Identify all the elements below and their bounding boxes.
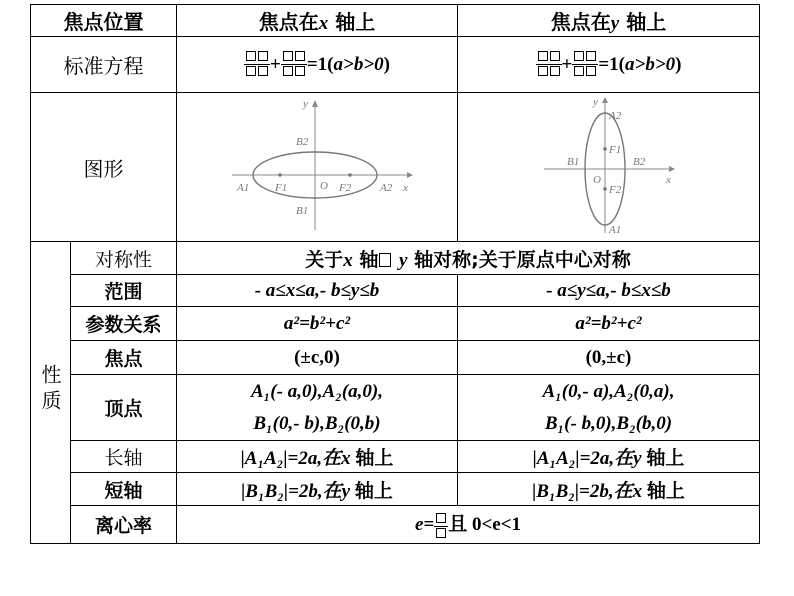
symmetry-pre: 关于 xyxy=(305,248,344,271)
eccentricity-prefix: e= xyxy=(414,514,435,536)
focus-on-y-text: 焦点在 xyxy=(550,10,611,34)
eccentricity-label: 离心率 xyxy=(71,506,177,544)
minor-axis-row xyxy=(31,473,760,506)
focus-point-f2 xyxy=(348,173,352,177)
range-label: 范围 xyxy=(71,275,177,307)
focus-on-x-header xyxy=(177,5,458,37)
x-major-axis-value xyxy=(177,441,458,473)
symmetry-post: 轴对称;关于原点中心对称 xyxy=(407,248,631,271)
x-arrow-icon xyxy=(407,172,413,178)
graph-label: 图形 xyxy=(31,93,177,242)
minor-axis-label: 短轴 xyxy=(71,473,177,506)
axis-suffix: 轴上 xyxy=(328,10,376,34)
x-range-value: - a≤x≤a,- b≤y≤b xyxy=(177,275,458,307)
standard-equation-label: 标准方程 xyxy=(31,37,177,93)
y-standard-equation xyxy=(458,37,760,93)
y-axis-label: y xyxy=(303,97,308,110)
x-focus-ellipse-graph xyxy=(177,93,458,242)
origin-label: O xyxy=(320,179,328,192)
eccentricity-value xyxy=(177,506,760,544)
eccentricity-suffix: 且 0<e<1 xyxy=(448,514,522,536)
axis-suffix: 轴上 xyxy=(350,480,393,502)
axis-var: y xyxy=(341,480,351,502)
axis-var: x xyxy=(632,480,643,502)
fraction-1 xyxy=(536,51,562,78)
y-minor-axis-value xyxy=(458,473,760,506)
axis-suffix: 轴上 xyxy=(619,10,667,34)
major-axis-label: 长轴 xyxy=(71,441,177,473)
equation-row xyxy=(31,37,760,93)
properties-label: 性质 xyxy=(38,364,62,416)
y-var: y xyxy=(610,13,620,34)
axis-var: y xyxy=(633,448,642,469)
plus-sign: + xyxy=(270,54,281,75)
focus-point-f2 xyxy=(603,187,607,191)
equation-condition: a>b>0 xyxy=(333,54,384,75)
a1-label: A1 xyxy=(237,181,250,194)
axis-suffix: 轴上 xyxy=(641,448,685,469)
axis-var: x xyxy=(341,448,351,469)
ellipse-horizontal-figure xyxy=(217,95,417,235)
equation-condition: a>b>0 xyxy=(625,54,676,75)
y-focus-ellipse-graph xyxy=(458,93,760,242)
symmetry-row xyxy=(31,242,760,275)
fraction-2 xyxy=(281,51,307,78)
y-vertices-line-2: B₁(- b,0),B₂(b,0) xyxy=(544,412,673,434)
y-range-value: - a≤y≤a,- b≤x≤b xyxy=(458,275,760,307)
equation-tail: =1( xyxy=(306,54,334,75)
minor-axis-text: |B₁B₂|=2b,在 xyxy=(241,480,342,502)
b2-label: B2 xyxy=(296,135,309,148)
major-axis-row xyxy=(31,441,760,473)
eccentricity-row xyxy=(31,506,760,544)
minor-axis-text: |B₁B₂|=2b,在 xyxy=(532,480,633,502)
f2-label: F2 xyxy=(608,183,621,196)
y-vertices-value xyxy=(458,375,760,441)
range-row xyxy=(31,275,760,307)
f2-label: F2 xyxy=(339,181,352,194)
f1-label: F1 xyxy=(608,143,621,156)
vertices-row xyxy=(31,375,760,441)
x-foci-value: (±c,0) xyxy=(177,341,458,375)
equation-tail: =1( xyxy=(598,54,625,75)
x-minor-axis-value xyxy=(177,473,458,506)
focus-on-x-text: 焦点在 xyxy=(258,10,319,34)
b2-label: B2 xyxy=(632,155,645,168)
x-var: x xyxy=(343,249,353,271)
focus-point-f1 xyxy=(603,147,607,151)
properties-label-cell xyxy=(31,242,71,544)
graph-row xyxy=(31,93,760,242)
focus-on-y-header xyxy=(458,5,760,37)
eccentricity-fraction xyxy=(434,513,448,540)
symmetry-mid: 轴 xyxy=(352,248,379,271)
a2-label: A2 xyxy=(380,181,393,194)
x-vertices-line-1: A₁(- a,0),A₂(a,0), xyxy=(251,380,383,402)
b1-label: B1 xyxy=(566,155,579,168)
foci-label: 焦点 xyxy=(71,341,177,375)
major-axis-text: |A₁A₂|=2a,在 xyxy=(240,448,342,469)
major-axis-text: |A₁A₂|=2a,在 xyxy=(532,448,634,469)
a2-label: A2 xyxy=(608,109,621,122)
y-var: y xyxy=(399,249,408,271)
axis-suffix: 轴上 xyxy=(350,448,394,469)
header-row xyxy=(31,5,760,37)
x-standard-equation xyxy=(177,37,458,93)
fraction-1 xyxy=(244,51,270,78)
y-foci-value: (0,±c) xyxy=(458,341,760,375)
x-var: x xyxy=(318,13,329,34)
y-major-axis-value xyxy=(458,441,760,473)
missing-glyph-box xyxy=(379,253,391,267)
y-vertices-line-1: A₁(0,- a),A₂(0,a), xyxy=(542,380,675,402)
a1-label: A1 xyxy=(608,223,621,235)
equation-close: ) xyxy=(675,54,682,75)
y-params-value: a²=b²+c² xyxy=(458,307,760,341)
foci-row xyxy=(31,341,760,375)
x-params-value: a²=b²+c² xyxy=(177,307,458,341)
vertices-label: 顶点 xyxy=(71,375,177,441)
y-axis-label: y xyxy=(592,95,598,108)
focus-position-header: 焦点位置 xyxy=(31,5,177,37)
params-label: 参数关系 xyxy=(71,307,177,341)
origin-label: O xyxy=(592,173,601,186)
y-arrow-icon xyxy=(312,100,318,107)
axis-suffix: 轴上 xyxy=(642,480,685,502)
y-arrow-icon xyxy=(602,97,608,103)
x-axis-label: x xyxy=(403,181,408,194)
equation-close: ) xyxy=(383,54,390,75)
x-axis-label: x xyxy=(665,173,671,186)
fraction-2 xyxy=(572,51,598,78)
ellipse-vertical-figure xyxy=(539,95,679,235)
x-vertices-line-2: B₁(0,- b),B₂(0,b) xyxy=(253,412,381,434)
x-arrow-icon xyxy=(669,166,675,172)
params-row xyxy=(31,307,760,341)
symmetry-label: 对称性 xyxy=(71,242,177,275)
x-vertices-value xyxy=(177,375,458,441)
ellipse-properties-table xyxy=(30,4,760,544)
symmetry-value xyxy=(177,242,760,275)
b1-label: B1 xyxy=(296,204,309,217)
f1-label: F1 xyxy=(275,181,288,194)
plus-sign: + xyxy=(561,54,573,75)
focus-point-f1 xyxy=(278,173,282,177)
